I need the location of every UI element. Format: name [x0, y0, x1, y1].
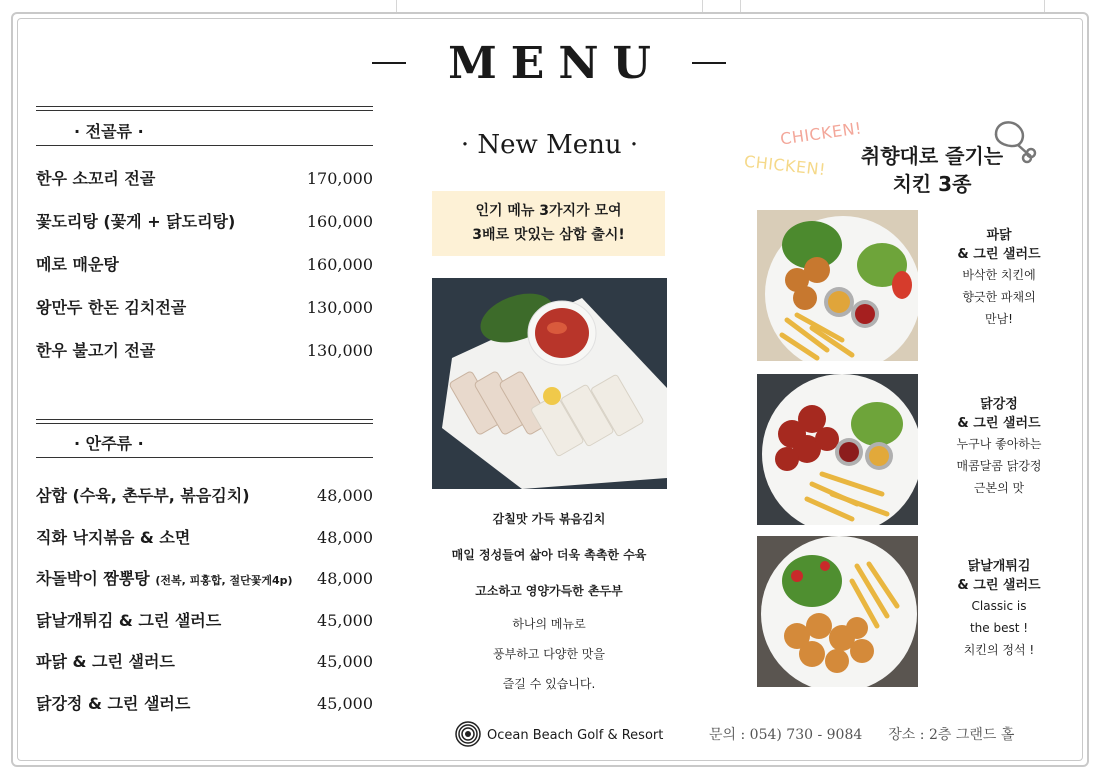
- menu-item: [36, 166, 373, 209]
- section-divider: [36, 457, 373, 458]
- menu-item-name: [36, 566, 293, 589]
- padak-photo: [757, 210, 918, 361]
- menu-item: [36, 483, 373, 525]
- hotpot-list: [36, 166, 373, 381]
- closing-line: 풍부하고 다양한 맛을: [493, 647, 605, 661]
- chicken-title-line: 취향대로 즐기는: [860, 144, 1004, 168]
- title-dash-right: [692, 62, 726, 64]
- new-menu-title: · New Menu ·: [460, 130, 639, 160]
- chicken-item-line: Classic is: [971, 599, 1027, 613]
- menu-item-price: 160,000: [306, 255, 373, 274]
- menu-item: [36, 295, 373, 338]
- menu-item: [36, 649, 373, 691]
- chicken-word-pink: CHICKEN!: [779, 118, 864, 149]
- chicken-item-line: 바삭한 치킨에: [962, 268, 1036, 282]
- menu-item: [36, 525, 373, 567]
- menu-item-name: 한우 불고기 전골: [36, 341, 156, 360]
- section-divider-top: [36, 106, 373, 111]
- menu-item-name-main: 차돌박이 짬뽕탕: [36, 569, 150, 588]
- menu-item: [36, 608, 373, 650]
- ocean-beach-logo-icon: [455, 721, 481, 747]
- menu-item-price: 45,000: [317, 693, 373, 713]
- chicken-item-title: 파닭: [986, 228, 1012, 243]
- menu-item-price: 48,000: [317, 527, 373, 547]
- menu-item-price: 45,000: [317, 610, 373, 630]
- brand-name: Ocean Beach Golf & Resort: [487, 728, 664, 743]
- menu-item: [36, 252, 373, 295]
- ruler-mark: [702, 0, 703, 12]
- chicken-item-line: 매콤달콤 닭강정: [956, 459, 1042, 473]
- menu-item-price: 160,000: [306, 212, 373, 231]
- menu-item-name: 닭강정 & 그린 샐러드: [36, 693, 191, 713]
- chicken-item-desc: [924, 395, 1074, 499]
- menu-item-name: 파닭 & 그린 샐러드: [36, 652, 175, 671]
- menu-item-name: 꽃도리탕 (꽃게 + 닭도리탕): [36, 212, 236, 231]
- promo-line: 3배로 맛있는 삼합 출시!: [472, 227, 625, 243]
- feature-line: 고소하고 영양가득한 촌두부: [475, 584, 623, 598]
- ruler-mark: [740, 0, 741, 12]
- chicken-item-title: 닭날개튀김: [967, 559, 1031, 574]
- chicken-item-title: 닭강정: [980, 397, 1018, 412]
- menu-item-name: 메로 매운탕: [36, 255, 119, 274]
- chicken-item-line: 향긋한 파채의: [962, 290, 1036, 304]
- chicken-item-line: 근본의 맛: [973, 481, 1025, 495]
- chicken-wings-photo: [757, 536, 918, 687]
- ruler-mark: [1044, 0, 1045, 12]
- chicken-section-title: [832, 142, 1032, 198]
- menu-item-name: 닭날개튀김 & 그린 샐러드: [36, 610, 222, 630]
- contact-phone: 문의 : 054) 730 - 9084: [709, 727, 863, 743]
- menu-item-price: 130,000: [306, 298, 373, 317]
- chicken-title-line: 치킨 3종: [892, 172, 972, 196]
- menu-item-price: 48,000: [317, 486, 373, 505]
- chicken-item-line: 누구나 좋아하는: [956, 437, 1042, 451]
- menu-item-price: 45,000: [317, 652, 373, 671]
- menu-item-name: 직화 낙지볶음 & 소면: [36, 527, 191, 547]
- chicken-item-title: & 그린 샐러드: [957, 578, 1041, 593]
- chicken-item-desc: [924, 226, 1074, 330]
- menu-item-name: 삼합 (수육, 촌두부, 볶음김치): [36, 486, 250, 505]
- feature-line: 감칠맛 가득 볶음김치: [492, 512, 606, 526]
- menu-item: [36, 691, 373, 733]
- section-divider: [36, 145, 373, 146]
- contact-location: 장소 : 2층 그랜드 홀: [888, 727, 1015, 743]
- samhap-photo: [432, 278, 667, 489]
- promo-line: 인기 메뉴 3가지가 모여: [475, 203, 622, 219]
- section-heading-snacks: · 안주류 ·: [74, 434, 144, 453]
- closing-line: 즐길 수 있습니다.: [502, 677, 596, 691]
- feature-line: 매일 정성들여 삶아 더욱 촉촉한 수육: [451, 548, 647, 562]
- closing-text: [420, 609, 678, 699]
- chicken-word-yellow: CHICKEN!: [743, 151, 827, 180]
- chicken-item-line: 만남!: [985, 312, 1013, 326]
- chicken-item-title: & 그린 샐러드: [957, 247, 1041, 262]
- menu-item: [36, 338, 373, 381]
- menu-item-note: (전복, 피홍합, 절단꽃게4p): [155, 574, 293, 587]
- menu-item-price: 130,000: [306, 341, 373, 360]
- menu-item-name: 한우 소꼬리 전골: [36, 169, 156, 188]
- ruler-mark: [396, 0, 397, 12]
- page-title: MENU: [448, 38, 665, 89]
- chicken-item-desc: [924, 557, 1074, 661]
- menu-item: [36, 566, 373, 608]
- chicken-item-line: 치킨의 정석 !: [963, 643, 1035, 657]
- features-list: [420, 501, 678, 609]
- menu-item-name: 왕만두 한돈 김치전골: [36, 298, 187, 317]
- snacks-list: [36, 483, 373, 732]
- menu-item-price: 48,000: [317, 569, 373, 588]
- menu-item: [36, 209, 373, 252]
- promo-banner: [432, 191, 665, 256]
- chicken-item-title: & 그린 샐러드: [957, 416, 1041, 431]
- closing-line: 하나의 메뉴로: [512, 617, 586, 631]
- chicken-item-line: the best !: [969, 621, 1029, 635]
- contact-info: [709, 724, 1014, 744]
- section-divider-top: [36, 419, 373, 424]
- menu-item-price: 170,000: [306, 169, 373, 188]
- section-heading-hotpot: · 전골류 ·: [74, 122, 144, 141]
- dakgangjeong-photo: [757, 374, 918, 525]
